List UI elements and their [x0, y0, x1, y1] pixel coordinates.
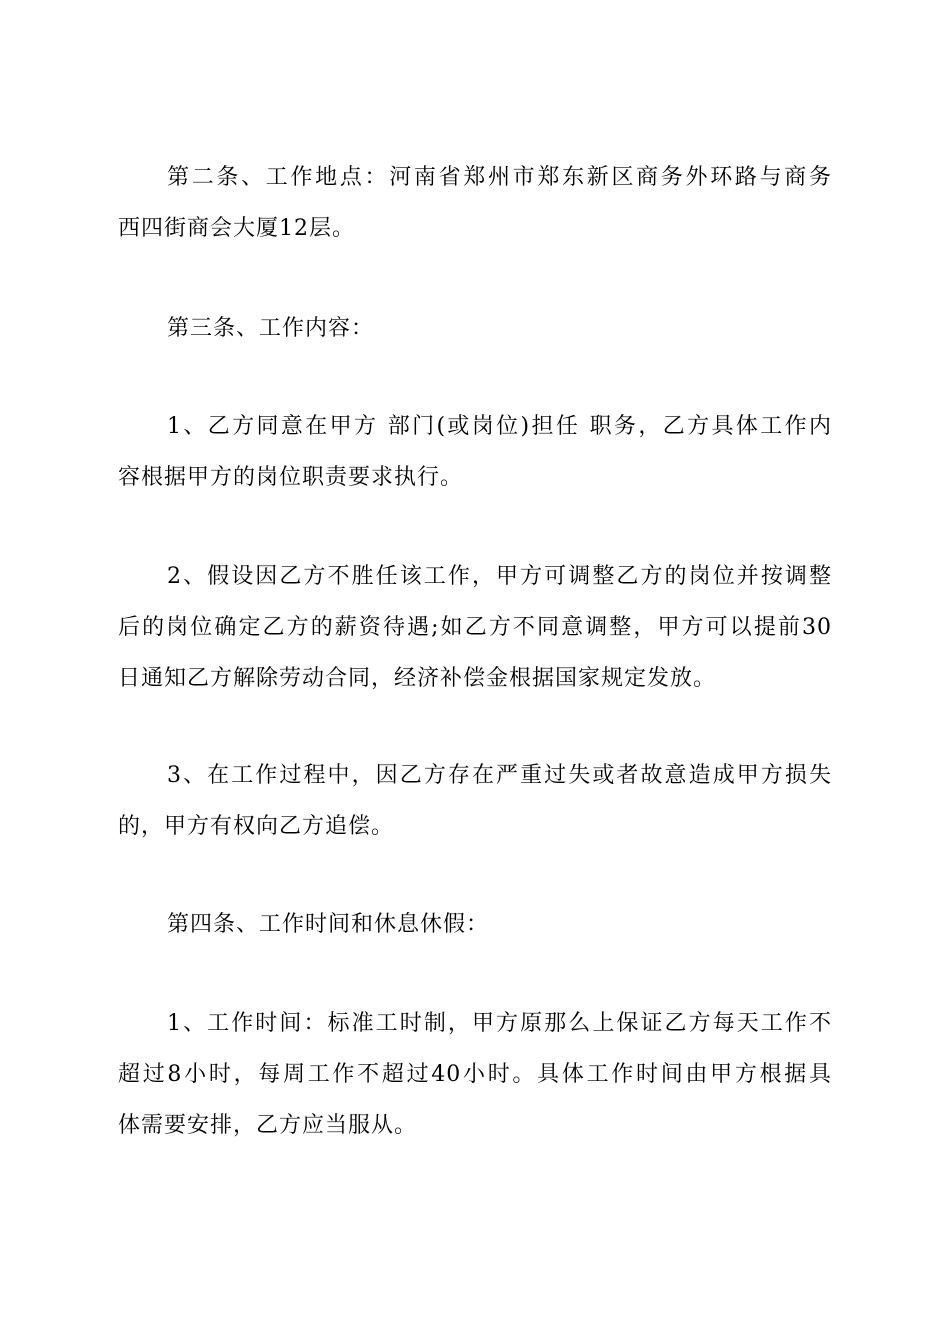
paragraph-work-hours-item-1	[118, 998, 832, 1151]
text-line: 第二条、工作地点：河南省郑州市郑东新区商务外环路与商务	[167, 165, 832, 190]
text-line: 超过8小时，每周工作不超过40小时。具体工作时间由甲方根据具	[118, 1062, 832, 1087]
text-line: 2、假设因乙方不胜任该工作，甲方可调整乙方的岗位并按调整	[167, 564, 832, 589]
text-line: 容根据甲方的岗位职责要求执行。	[118, 465, 464, 490]
text-line: 日通知乙方解除劳动合同，经济补偿金根据国家规定发放。	[118, 666, 717, 691]
text-line: 的，甲方有权向乙方追偿。	[118, 814, 395, 839]
text-line: 3、在工作过程中，因乙方存在严重过失或者故意造成甲方损失	[167, 763, 832, 788]
heading-work-hours: 第四条、工作时间和休息休假：	[167, 912, 490, 937]
paragraph-work-location	[118, 152, 832, 254]
paragraph-item-1	[118, 401, 832, 503]
text-line: 1、乙方同意在甲方 部门(或岗位)担任 职务，乙方具体工作内	[167, 414, 832, 439]
paragraph-item-3	[118, 750, 832, 852]
text-line: 体需要安排，乙方应当服从。	[118, 1113, 418, 1138]
text-line: 1、工作时间：标准工时制，甲方原那么上保证乙方每天工作不	[167, 1011, 832, 1036]
paragraph-item-2	[118, 551, 832, 704]
heading-work-content: 第三条、工作内容：	[167, 316, 375, 341]
text-line: 西四街商会大厦12层。	[118, 216, 355, 241]
text-line: 后的岗位确定乙方的薪资待遇;如乙方不同意调整，甲方可以提前30	[118, 615, 832, 640]
